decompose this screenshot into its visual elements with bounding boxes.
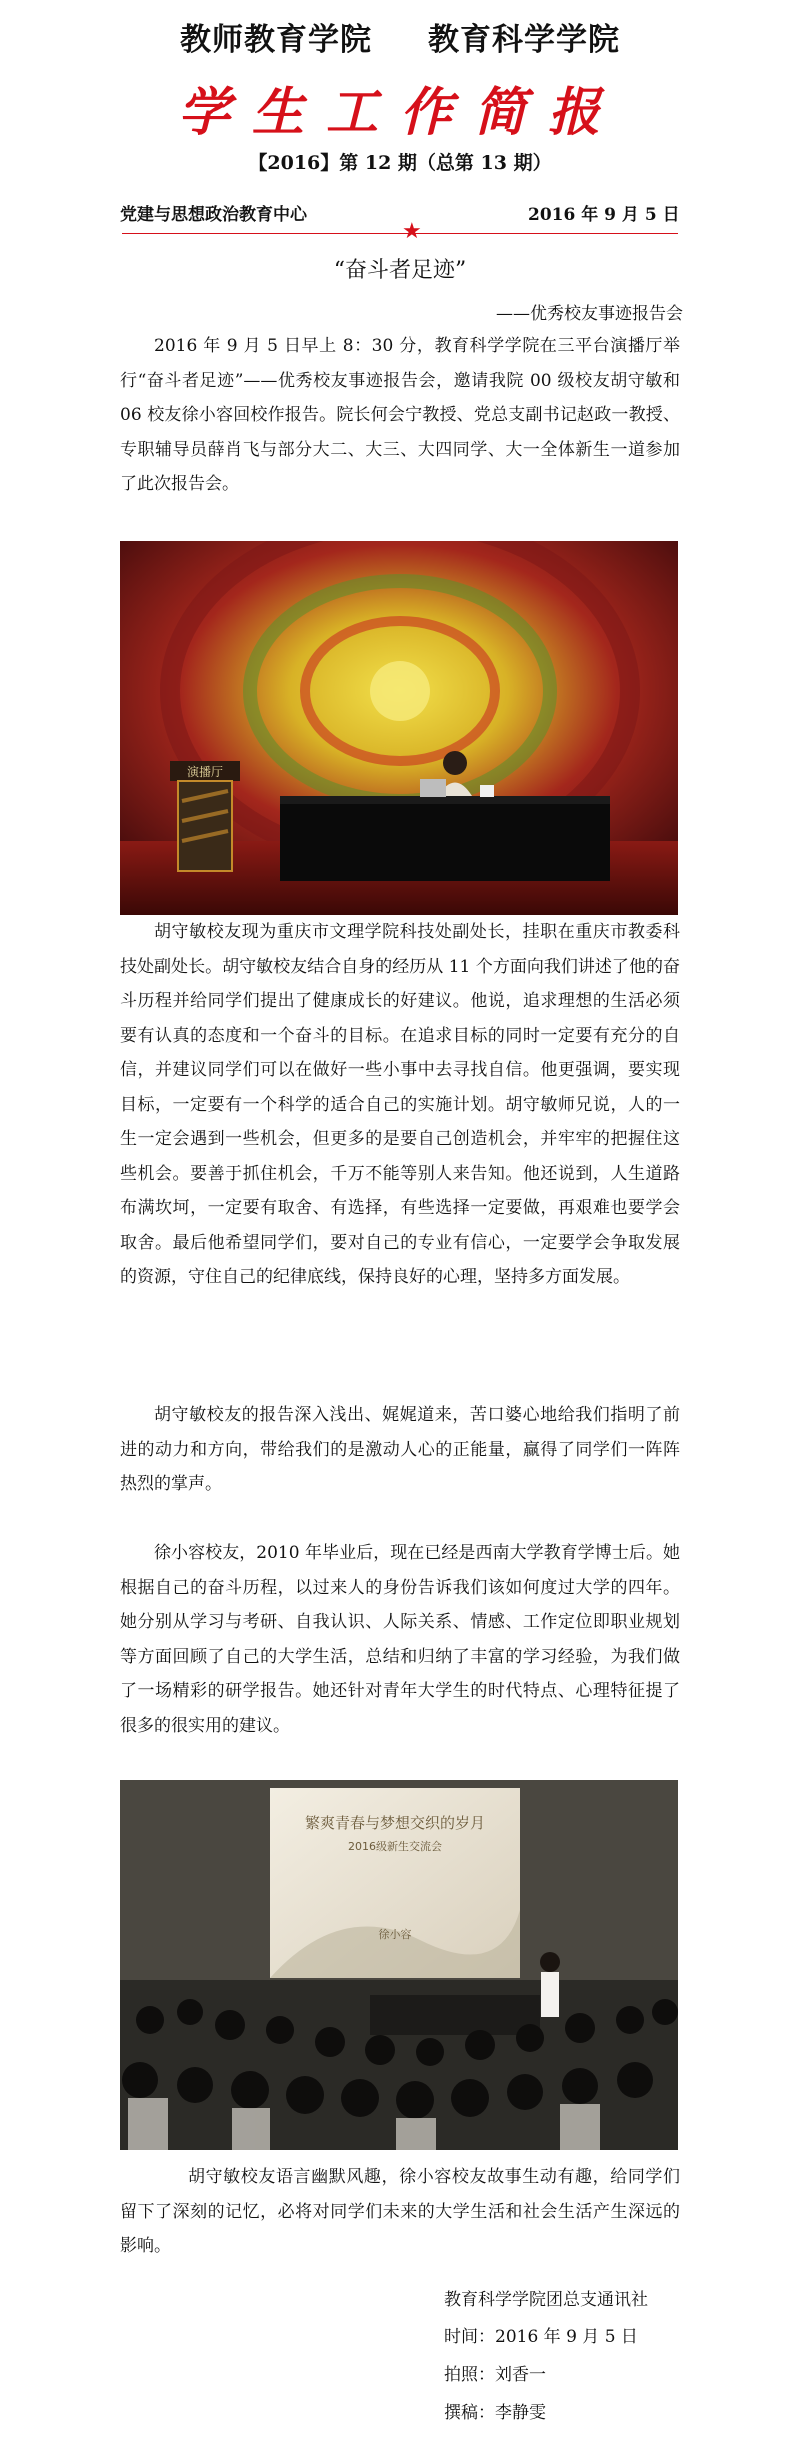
- department: 党建与思想政治教育中心: [120, 205, 307, 225]
- article-title: “奋斗者足迹”: [333, 258, 467, 283]
- bulletin-title: 学生工作简报: [177, 82, 622, 143]
- paragraph-closing: 胡守敏校友语言幽默风趣，徐小容校友故事生动有趣，给同学们留下了深刻的记忆，必将对同学们未来的大学生活和社会生活产生深远的影响。: [120, 2167, 680, 2256]
- college-name-right: 教育科学学院: [428, 22, 620, 58]
- signoff-org: 教育科学学院团总支通讯社: [444, 2290, 648, 2310]
- header-divider: [122, 233, 678, 234]
- signoff-time: 时间：2016 年 9 月 5 日: [444, 2327, 638, 2347]
- paragraph-hu-shoumin: 胡守敏校友现为重庆市文理学院科技处副处长，挂职在重庆市教委科技处副处长。胡守敏校友结合自身的经历从 11 个方面向我们讲述了他的奋斗历程并给同学们提出了健康成长的好建议。他说，追求理想的生活必须要有认真的态度和一个奋斗的目标。在追求目标的同时一定要有充分的自信，并建议同学们可以在做好一些小事中去寻找自信。他更强调，要实现目标，一定要有一个科学的适合自己的实施计划。胡守敏师兄说，人的一生一定会遇到一些机会，但更多的是要自己创造机会，并牢牢的把握住这些机会。要善于抓住机会，千万不能等别人来告知。他还说到，人生道路布满坎坷，一定要有取舍、有选择，有些选择一定要做，再艰难也要学会取舍。最后他希望同学们，要对自己的专业有信心，一定要学会争取发展的资源，守住自己的纪律底线，保持良好的心理，坚持多方面发展。: [120, 922, 680, 1287]
- photo-lecture-hall: [120, 1780, 678, 2150]
- paragraph-hu-summary: 胡守敏校友的报告深入浅出、娓娓道来，苦口婆心地给我们指明了前进的动力和方向，带给我们的是激动人心的正能量，赢得了同学们一阵阵热烈的掌声。: [120, 1405, 680, 1494]
- publish-date: 2016 年 9 月 5 日: [528, 205, 680, 225]
- paragraph-xu-xiaorong: 徐小容校友，2010 年毕业后，现在已经是西南大学教育学博士后。她根据自己的奋斗历程，以过来人的身份告诉我们该如何度过大学的四年。她分别从学习与考研、自我认识、人际关系、情感、工作定位即职业规划等方面回顾了自己的大学生活，总结和归纳了丰富的学习经验，为我们做了一场精彩的研学报告。她还针对青年大学生的时代特点、心理特征提了很多的很实用的建议。: [120, 1543, 680, 1736]
- star-icon: ★: [402, 219, 422, 244]
- slide-title: 繁爽青春与梦想交织的岁月: [304, 1814, 486, 1832]
- photo-auditorium-stage: [120, 541, 678, 915]
- slide-subtitle: 2016级新生交流会: [348, 1840, 442, 1853]
- article-subtitle: ——优秀校友事迹报告会: [496, 304, 683, 324]
- signoff-photographer: 拍照：刘香一: [444, 2365, 546, 2385]
- signoff-writer: 撰稿：李静雯: [444, 2403, 546, 2423]
- issue-number: 【2016】第 12 期（总第 13 期）: [248, 152, 552, 174]
- college-name-left: 教师教育学院: [180, 22, 372, 58]
- slide-name: 徐小容: [378, 1928, 412, 1941]
- paragraph-intro: 2016 年 9 月 5 日早上 8：30 分，教育科学学院在三平台演播厅举行“奋斗者足迹”——优秀校友事迹报告会，邀请我院 00 级校友胡守敏和 06 校友徐小容回校作报告。院长何会宁教授、党总支副书记赵政一教授、专职辅导员薛肖飞与部分大二、大三、大四同学、大一全体新生一道参加了此次报告会。: [120, 336, 680, 494]
- lectern-sign: 演播厅: [186, 765, 224, 779]
- college-names: [0, 14, 800, 59]
